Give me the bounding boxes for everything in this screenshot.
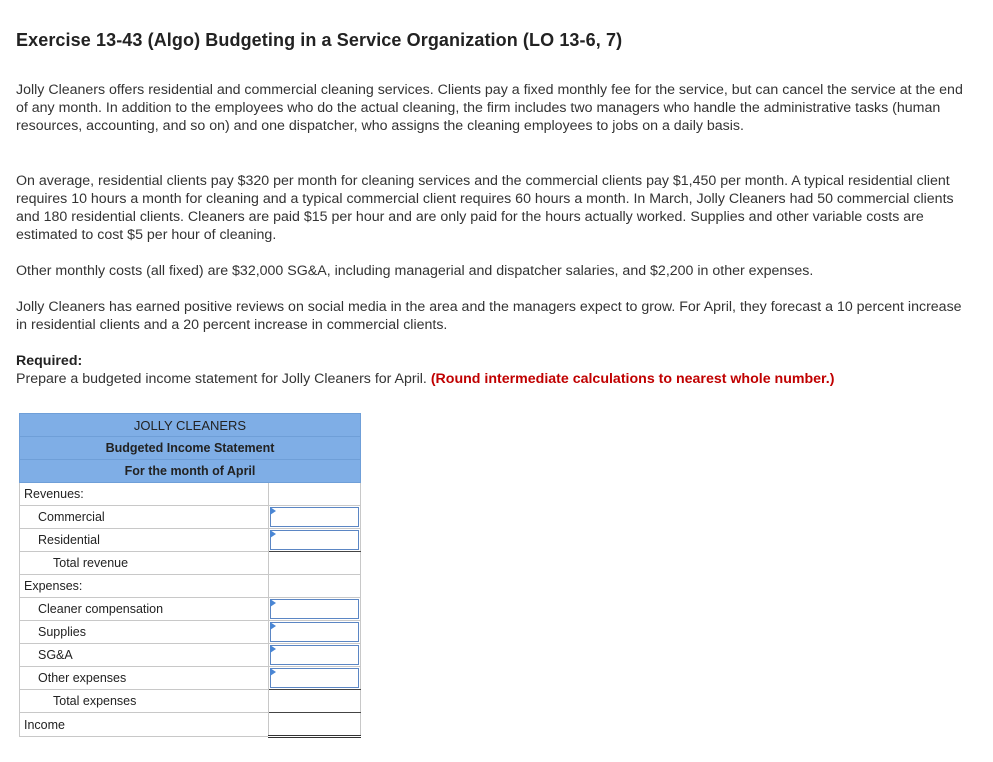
row-expenses xyxy=(20,575,361,598)
label-other-expenses: Other expenses xyxy=(20,667,269,690)
paragraph-pricing: On average, residential clients pay $320 per month for cleaning services and the commercial clients pay $1,450 per month. A typical residential client requires 10 hours a month for cleaning and a typical commercial client requires 60 hours a month. In March, Jolly Cleaners had 50 commercial clients and 180 residential clients. Cleaners are paid $15 per hour and are only paid for the hours actually worked. Supplies and other variable costs are estimated to cost $5 per hour of cleaning. xyxy=(16,173,954,243)
cell-expenses-empty xyxy=(269,575,361,598)
cleaner-compensation-input[interactable] xyxy=(270,599,359,619)
header-row-period xyxy=(20,460,361,483)
cell-supplies xyxy=(269,621,361,644)
input-marker-icon xyxy=(270,645,276,653)
cell-cleaner-compensation xyxy=(269,598,361,621)
sga-input[interactable] xyxy=(270,645,359,665)
commercial-input[interactable] xyxy=(270,507,359,527)
income-cell xyxy=(269,713,361,737)
label-sga: SG&A xyxy=(20,644,269,667)
label-residential: Residential xyxy=(20,529,269,552)
row-total-expenses xyxy=(20,690,361,713)
label-commercial: Commercial xyxy=(20,506,269,529)
supplies-input[interactable] xyxy=(270,622,359,642)
cell-other-expenses xyxy=(269,667,361,690)
cell-sga xyxy=(269,644,361,667)
paragraph-intro: Jolly Cleaners offers residential and commercial cleaning services. Clients pay a fixed monthly fee for the service, but can cancel the service at the end of any month. In addition to the employees who do the actual cleaning, the firm includes two managers who handle the administrative tasks (human resources, accounting, and so on) and one dispatcher, who assigns the cleaning employees to jobs on a daily basis. xyxy=(16,82,963,134)
row-commercial xyxy=(20,506,361,529)
input-marker-icon xyxy=(270,599,276,607)
income-statement-table xyxy=(19,413,361,738)
label-expenses: Expenses: xyxy=(20,575,269,598)
row-sga xyxy=(20,644,361,667)
required-label: Required: xyxy=(16,353,83,369)
row-cleaner-compensation xyxy=(20,598,361,621)
row-supplies xyxy=(20,621,361,644)
paragraph-fixed-costs: Other monthly costs (all fixed) are $32,000 SG&A, including managerial and dispatcher salaries, and $2,200 in other expenses. xyxy=(16,263,814,279)
input-marker-icon xyxy=(270,507,276,515)
row-total-revenue xyxy=(20,552,361,575)
total-expenses-cell xyxy=(269,690,361,713)
input-marker-icon xyxy=(270,622,276,630)
other-expenses-input[interactable] xyxy=(270,668,359,688)
header-row-company xyxy=(20,414,361,437)
required-text: Prepare a budgeted income statement for Jolly Cleaners for April. xyxy=(16,371,427,387)
row-residential xyxy=(20,529,361,552)
residential-input[interactable] xyxy=(270,530,359,550)
cell-revenues-empty xyxy=(269,483,361,506)
row-income xyxy=(20,713,361,737)
total-revenue-cell xyxy=(269,552,361,575)
statement-name: Budgeted Income Statement xyxy=(20,437,361,460)
label-income: Income xyxy=(20,713,269,737)
statement-period: For the month of April xyxy=(20,460,361,483)
row-revenues xyxy=(20,483,361,506)
cell-commercial xyxy=(269,506,361,529)
cell-residential xyxy=(269,529,361,552)
paragraph-forecast: Jolly Cleaners has earned positive reviews on social media in the area and the managers expect to grow. For April, they forecast a 10 percent increase in residential clients and a 20 percent increase in commercial clients. xyxy=(16,299,962,333)
exercise-title: Exercise 13-43 (Algo) Budgeting in a Service Organization (LO 13-6, 7) xyxy=(16,30,623,50)
input-marker-icon xyxy=(270,668,276,676)
statement-company: JOLLY CLEANERS xyxy=(20,414,361,437)
row-other-expenses xyxy=(20,667,361,690)
rounding-note: (Round intermediate calculations to nearest whole number.) xyxy=(430,371,835,387)
required-section xyxy=(16,352,971,388)
input-marker-icon xyxy=(270,530,276,538)
label-total-expenses: Total expenses xyxy=(20,690,269,713)
required-instruction xyxy=(16,370,971,388)
label-cleaner-compensation: Cleaner compensation xyxy=(20,598,269,621)
header-row-title xyxy=(20,437,361,460)
label-revenues: Revenues: xyxy=(20,483,269,506)
label-total-revenue: Total revenue xyxy=(20,552,269,575)
label-supplies: Supplies xyxy=(20,621,269,644)
